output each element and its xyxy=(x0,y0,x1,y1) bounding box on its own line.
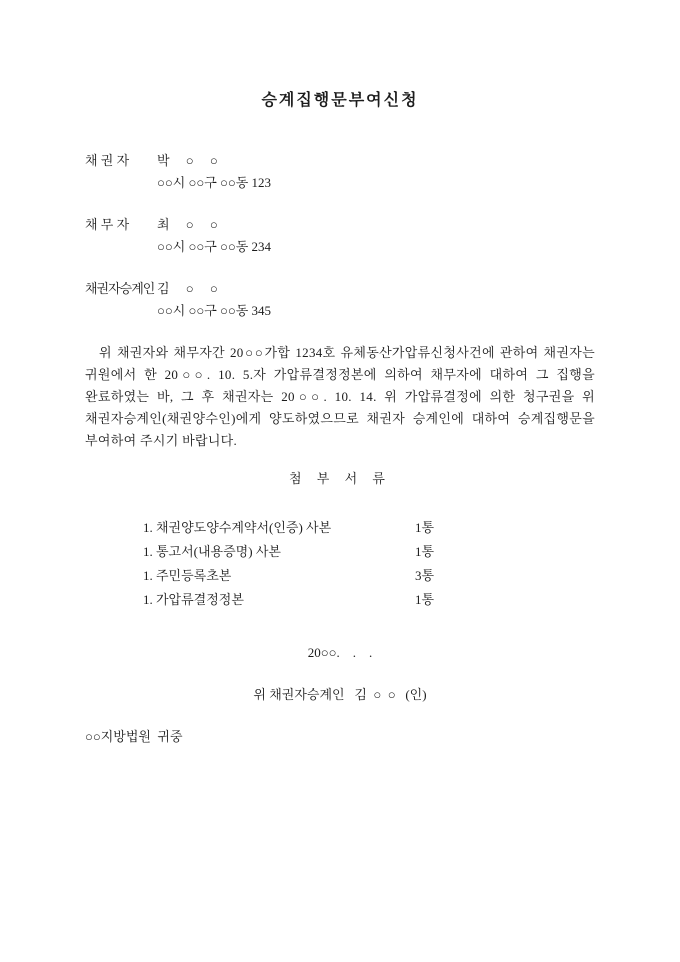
party-address-row xyxy=(85,236,595,258)
party-address: ○○시 ○○구 ○○동 123 xyxy=(157,175,272,190)
attachment-label: 1. 가압류결정정본 xyxy=(143,592,244,607)
party-name: 박 ○ ○ xyxy=(157,153,218,168)
party-name-row xyxy=(85,214,595,236)
document-title: 승계집행문부여신청 xyxy=(261,92,419,109)
attachment-count: 3통 xyxy=(415,568,435,583)
party-address: ○○시 ○○구 ○○동 345 xyxy=(157,303,272,318)
party-block-debtor xyxy=(85,214,595,258)
party-name-row xyxy=(85,278,595,300)
party-name: 최 ○ ○ xyxy=(157,217,218,232)
party-address: ○○시 ○○구 ○○동 234 xyxy=(157,239,272,254)
attachments-title: 첨 부 서 류 xyxy=(289,471,391,486)
party-role-spacer xyxy=(85,172,157,194)
attachment-label: 1. 주민등록초본 xyxy=(143,568,232,583)
attachment-item xyxy=(143,564,595,588)
attachment-label: 1. 채권양도양수계약서(인증) 사본 xyxy=(143,520,332,535)
party-role: 채 무 자 xyxy=(85,217,130,232)
party-address-row xyxy=(85,300,595,322)
party-role: 채 권 자 xyxy=(85,153,130,168)
party-block-creditor xyxy=(85,150,595,194)
document-date: 20○○. . . xyxy=(307,645,373,660)
party-name-row xyxy=(85,150,595,172)
party-role-spacer xyxy=(85,300,157,322)
attachment-count: 1통 xyxy=(415,592,435,607)
recipient-court: ○○지방법원 귀중 xyxy=(85,729,183,744)
signature-line: 위 채권자승계인 김 ○ ○ (인) xyxy=(253,687,427,702)
attachment-item xyxy=(143,588,595,612)
party-role: 채권자승계인 xyxy=(85,281,155,296)
party-block-successor xyxy=(85,278,595,322)
party-name: 김 ○ ○ xyxy=(157,281,218,296)
attachment-item xyxy=(143,540,595,564)
attachments-list xyxy=(143,516,595,612)
body-paragraph: 위 채권자와 채무자간 20○○가합 1234호 유체동산가압류신청사건에 관하여 채권자는 귀원에서 한 20○○. 10. 5.자 가압류결정정본에 의하여 채무자에 대하여 그 집행을 완료하였는 바, 그 후 채권자는 20○○. 10. 14. 위 가압류결정에 의한 청구권을 위 채권자승계인(채권양수인)에게 양도하였으므로 채권자 승계인에 대하여 승계집행문을 부여하여 주시기 바랍니다. xyxy=(85,345,595,448)
attachment-item xyxy=(143,516,595,540)
party-address-row xyxy=(85,172,595,194)
attachment-count: 1통 xyxy=(415,544,435,559)
attachment-label: 1. 통고서(내용증명) 사본 xyxy=(143,544,281,559)
parties-section xyxy=(85,150,595,322)
attachment-count: 1통 xyxy=(415,520,435,535)
party-role-spacer xyxy=(85,236,157,258)
